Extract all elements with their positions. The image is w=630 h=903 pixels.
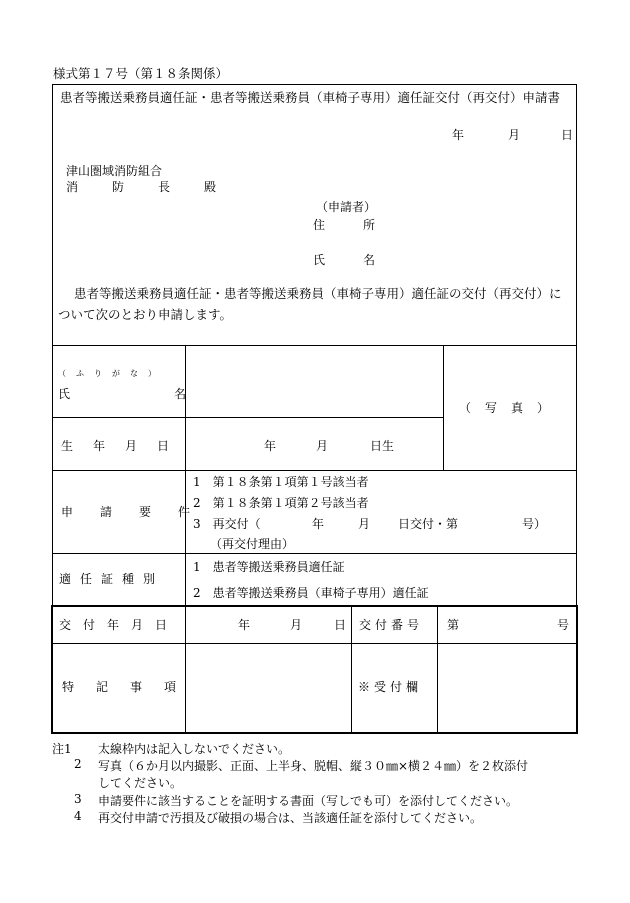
name-label: 氏名: [58, 387, 291, 401]
form-number: 様式第１７号（第１８条関係）: [53, 66, 229, 81]
row-divider-birth: [52, 470, 577, 471]
issue-number-suffix: 号: [557, 618, 570, 632]
photo-placeholder: （写真）: [459, 401, 564, 415]
applicant-label: （申請者）: [316, 200, 377, 214]
table-top-border: [52, 345, 577, 346]
date-year-label: 年: [452, 128, 465, 142]
footnote-2-text-cont: してください。: [98, 776, 183, 790]
request-text-line2: ついて次のとおり申請します。: [58, 307, 233, 322]
birthdate-year-label: 年: [264, 439, 277, 453]
requirement-option-3-month: 月: [358, 517, 371, 531]
footnote-4-text: 再交付申請で汚損及び破損の場合は、当該適任証を添付してください。: [98, 811, 483, 825]
request-text-line1: 患者等搬送乗務員適任証・患者等搬送乗務員（車椅子専用）適任証の交付（再交付）に: [74, 286, 562, 301]
date-month-label: 月: [508, 128, 521, 142]
requirement-option-1: 1 第１８条第１項第１号該当者: [193, 475, 369, 489]
addressee-chief-text: 消防長殿: [66, 180, 251, 194]
certificate-type-option-2: 2 患者等搬送乗務員（車椅子専用）適任証: [193, 586, 429, 600]
birthdate-day-label: 日生: [370, 439, 395, 453]
issue-month-label: 月: [290, 618, 303, 632]
requirement-option-3-prefix: 3 再交付（: [193, 517, 261, 531]
furigana-text: （ふりがな）: [58, 369, 166, 378]
addressee-org: 津山圏域消防組合: [66, 164, 163, 178]
certificate-type-label: 適任証種別: [59, 572, 165, 586]
reissue-reason-label: （再交付理由）: [210, 537, 295, 551]
footnote-3-text: 申請要件に該当することを証明する書面（写しでも可）を添付してください。: [98, 794, 519, 808]
form-title: 患者等搬送乗務員適任証・患者等搬送乗務員（車椅子専用）適任証交付（再交付）申請書: [60, 90, 561, 105]
issue-number-label: 交付番号: [359, 618, 424, 632]
applicant-name-label: 氏名: [313, 253, 414, 267]
footnote-3-num: 3: [74, 792, 82, 806]
date-day-label: 日: [561, 128, 574, 142]
reception-label: ※受付欄: [358, 680, 423, 694]
requirement-option-3-year: 年: [312, 517, 325, 531]
footnote-4-num: 4: [74, 809, 82, 823]
requirement-label: 申請要件: [61, 505, 218, 519]
footnote-1-num: 注1: [52, 742, 72, 756]
applicant-address-label: 住所: [313, 218, 414, 232]
footnote-1-text: 太線枠内は記入しないでください。: [98, 742, 291, 756]
addressee-chief: [66, 180, 251, 194]
birthdate-month-label: 月: [316, 439, 329, 453]
issue-number-prefix: 第: [447, 618, 460, 632]
certificate-type-option-1: 1 患者等搬送乗務員適任証: [193, 560, 345, 574]
requirement-option-2: 2 第１８条第１項第２号該当者: [193, 496, 369, 510]
col-divider-photo: [443, 345, 444, 470]
row-divider-requirement: [52, 553, 577, 554]
furigana-label: [58, 370, 176, 378]
requirement-option-3-mid: 日交付・第: [398, 517, 459, 531]
requirement-option-3-suffix: 号）: [522, 517, 547, 531]
issue-date-label: 交付年月日: [59, 618, 180, 632]
birthdate-label: 生年月日: [61, 439, 190, 453]
row-divider-name: [52, 417, 443, 418]
footnote-2-num: 2: [74, 757, 82, 771]
special-notes-label: 特記事項: [62, 680, 199, 694]
footnote-2-text: 写真（６か月以内撮影、正面、上半身、脱帽、縦３０㎜×横２４㎜）を２枚添付: [98, 759, 529, 773]
issue-year-label: 年: [238, 618, 251, 632]
issue-day-label: 日: [334, 618, 347, 632]
